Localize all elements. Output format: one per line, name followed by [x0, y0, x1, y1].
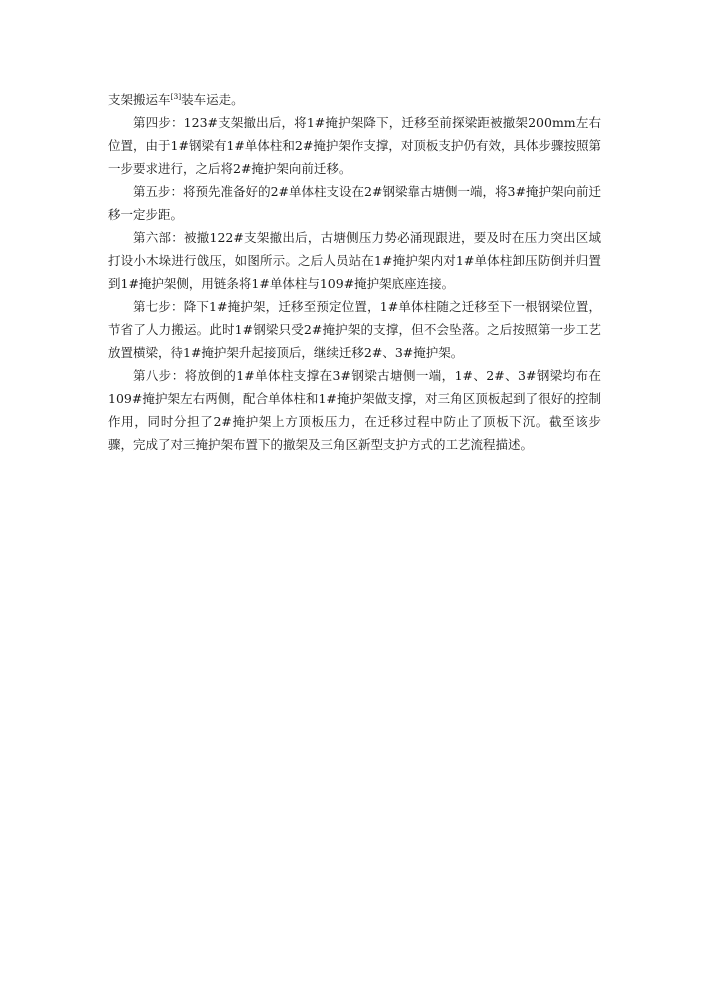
- paragraph-step-6: 第六部：被撤122#支架撤出后，古塘侧压力势必涌现跟进，要及时在压力突出区域打设小木垛进行戗压，如图所示。之后人员站在1#掩护架内对1#单体柱卸压防倒并归置到1#掩护架侧，用链条将1#单体柱与109#掩护架底座连接。: [108, 230, 601, 291]
- paragraph-text: 装车运走。: [181, 92, 244, 107]
- paragraph-step-5: 第五步：将预先准备好的2#单体柱支设在2#钢梁靠古塘侧一端，将3#掩护架向前迁移一定步距。: [108, 184, 601, 222]
- paragraph-text: 支架搬运车: [108, 92, 171, 107]
- paragraph-step-4: 第四步：123#支架撤出后，将1#掩护架降下，迁移至前探梁距被撤架200mm左右位置，由于1#钢梁有1#单体柱和2#掩护架作支撑，对顶板支护仍有效，具体步骤按照第一步要求进行，之后将2#掩护架向前迁移。: [108, 115, 601, 176]
- document-body: [108, 88, 601, 456]
- citation-reference: [3]: [170, 92, 182, 101]
- paragraph-step-7: 第七步：降下1#掩护架，迁移至预定位置，1#单体柱随之迁移至下一根钢梁位置，节省了人力搬运。此时1#钢梁只受2#掩护架的支撑，但不会坠落。之后按照第一步工艺放置横梁，待1#掩护架升起接顶后，继续迁移2#、3#掩护架。: [108, 299, 601, 360]
- paragraph-step-8: 第八步：将放倒的1#单体柱支撑在3#钢梁古塘侧一端，1#、2#、3#钢梁均布在109#掩护架左右两侧，配合单体柱和1#掩护架做支撑，对三角区顶板起到了很好的控制作用，同时分担了2#掩护架上方顶板压力，在迁移过程中防止了顶板下沉。截至该步骤，完成了对三掩护架布置下的撤架及三角区新型支护方式的工艺流程描述。: [108, 368, 601, 452]
- paragraph-continuation: [108, 88, 601, 111]
